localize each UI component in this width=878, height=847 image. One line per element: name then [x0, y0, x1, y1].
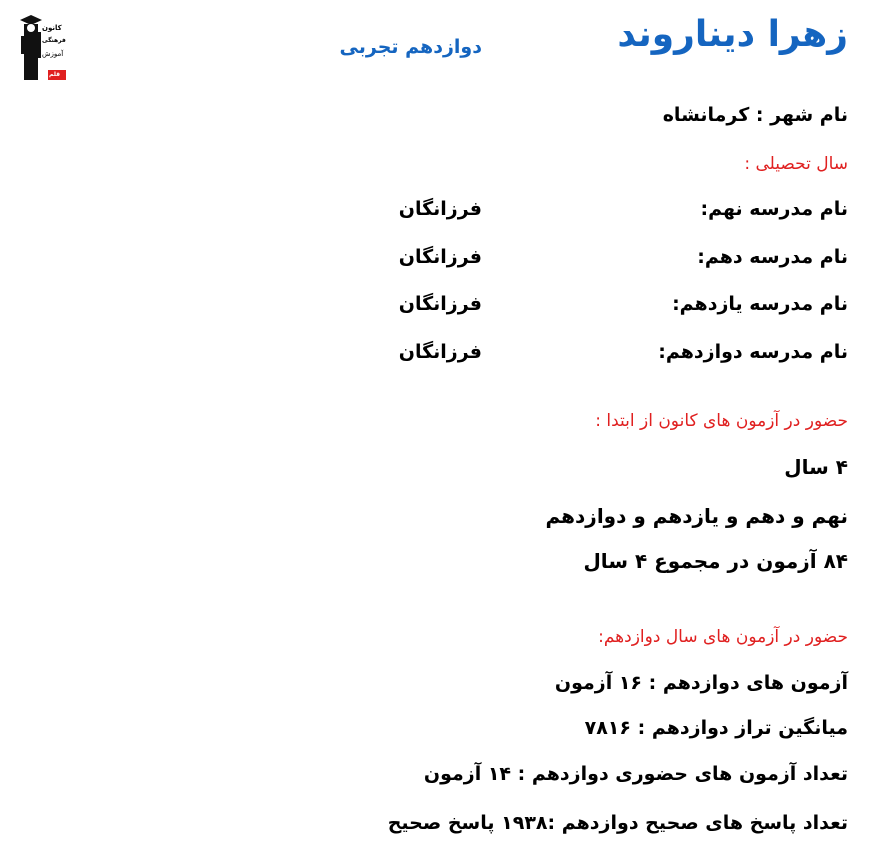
- grade12-avg-level: میانگین تراز دوازدهم : ۷۸۱۶: [584, 717, 848, 739]
- grade12-in-person: تعداد آزمون های حضوری دوازدهم : ۱۴ آزمون: [423, 763, 848, 785]
- grade12-correct: تعداد پاسخ های صحیح دوازدهم :۱۹۳۸ پاسخ صحیح: [387, 812, 848, 834]
- logo-tag: قلم چی: [49, 71, 61, 85]
- grade-label: دوازدهم تجربی: [339, 36, 482, 58]
- academic-year-label: سال تحصیلی :: [744, 154, 848, 174]
- school-10-label: نام مدرسه دهم:: [697, 246, 848, 268]
- school-11-value: فرزانگان: [398, 293, 482, 315]
- school-9-label: نام مدرسه نهم:: [700, 198, 848, 220]
- kanoon-grades: نهم و دهم و یازدهم و دوازدهم: [545, 504, 848, 528]
- school-11-label: نام مدرسه یازدهم:: [672, 293, 848, 315]
- logo-line2: فرهنگی: [42, 37, 66, 44]
- grade12-heading: حضور در آزمون های سال دوازدهم:: [598, 627, 848, 647]
- kanoon-years: ۴ سال: [784, 455, 848, 479]
- kanoon-total: ۸۴ آزمون در مجموع ۴ سال: [583, 549, 848, 573]
- logo-line1: کانون: [42, 24, 62, 32]
- student-name: زهرا دیناروند: [617, 14, 848, 55]
- kanoon-heading: حضور در آزمون های کانون از ابتدا :: [595, 411, 848, 431]
- city-line: نام شهر : کرمانشاه: [662, 104, 848, 126]
- school-12-label: نام مدرسه دوازدهم:: [658, 341, 848, 363]
- school-10-value: فرزانگان: [398, 246, 482, 268]
- logo-line3: آموزش: [42, 50, 64, 58]
- school-12-value: فرزانگان: [398, 341, 482, 363]
- school-9-value: فرزانگان: [398, 198, 482, 220]
- kanoon-logo: [18, 14, 68, 84]
- grade12-exams: آزمون های دوازدهم : ۱۶ آزمون: [554, 672, 848, 694]
